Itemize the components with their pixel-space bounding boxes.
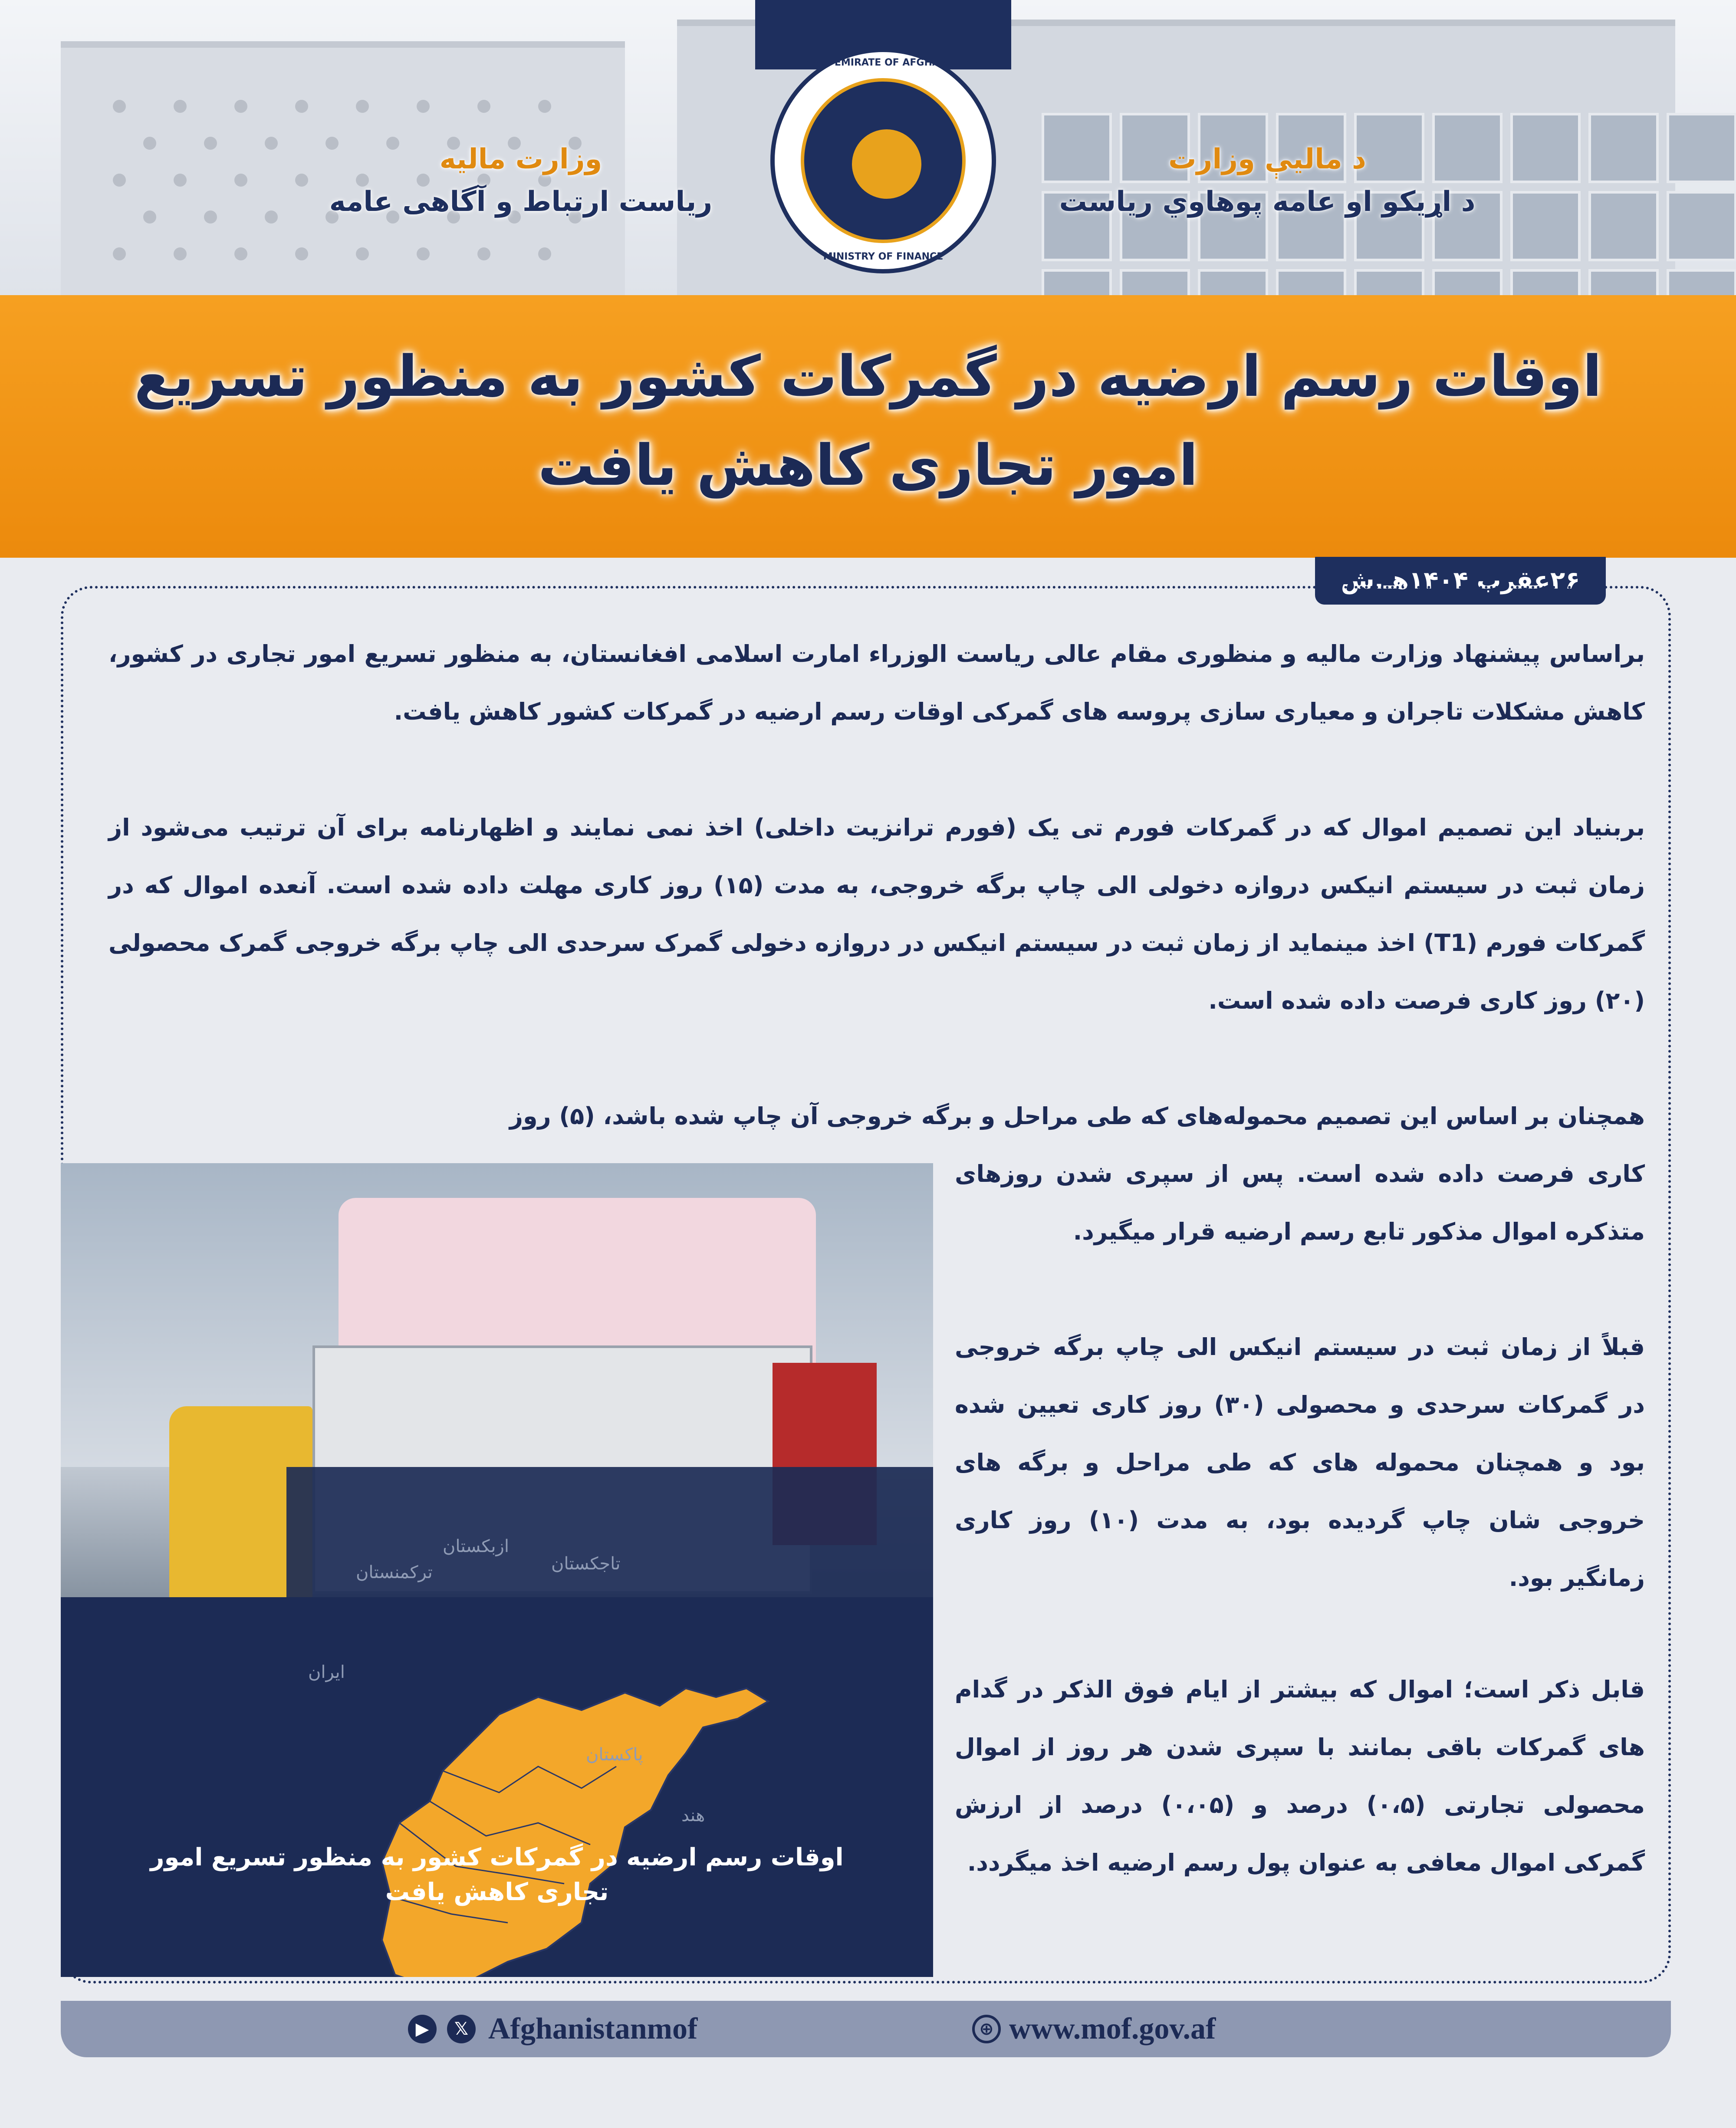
- org-left-line2: ریاست ارتباط و آگاهی عامه: [329, 186, 713, 218]
- building-window: [1276, 269, 1346, 295]
- social-handle[interactable]: Afghanistanmof: [488, 2012, 698, 2046]
- date-tag: ۲۶عقرب ۱۴۰۴هـ.ش: [1315, 557, 1606, 605]
- page-title: اوقات رسم ارضیه در گمرکات کشور به منظور تسریع امور تجاری کاهش یافت: [134, 343, 1602, 498]
- building-window: [1510, 113, 1581, 183]
- x-icon[interactable]: 𝕏: [447, 2015, 476, 2043]
- facade-hole: [174, 174, 187, 187]
- title-banner: [0, 295, 1736, 558]
- org-name-dari: [304, 143, 738, 218]
- building-window: [1667, 113, 1736, 183]
- org-left-line1: وزارت مالیه: [439, 143, 602, 175]
- news-image: [61, 1163, 933, 1977]
- org-right-line2: د اړیکو او عامه پوهاوي ریاست: [1059, 186, 1476, 218]
- facade-hole: [265, 210, 278, 224]
- map-label-iran: ایران: [308, 1662, 345, 1682]
- building-window: [1432, 269, 1503, 295]
- facade-hole: [234, 100, 247, 113]
- footer: [61, 2001, 1671, 2057]
- facade-hole: [538, 100, 551, 113]
- building-window: [1588, 113, 1659, 183]
- facade-hole: [295, 100, 308, 113]
- paragraph-intro: براساس پیشنهاد وزارت مالیه و منظوری مقام عالی ریاست الوزراء امارت اسلامی افغانستان، به منظور تسریع امور تجاری در کشور، کاهش مشکلات تاجران و معیاری سازی پروسه های گمرکی اوقات رسم ارضیه در گمرکات کشور کاهش یافت.: [108, 640, 1645, 725]
- youtube-icon[interactable]: ▶: [408, 2015, 437, 2043]
- map-panel-top: [286, 1467, 933, 1615]
- facade-hole: [265, 137, 278, 150]
- paragraph-penalty: قابل ذکر است؛ اموال که بیشتر از ایام فوق الذکر در گدام های گمرکات باقی بمانند با سپری شدن هر روز از اموال محصولی تجارتی (۰،۵) درصد و (۰،۰۵) درصد از ارزش گمرکی اموال معافی به عنوان پول رسم ارضیه اخذ میگردد.: [955, 1676, 1645, 1876]
- facade-hole: [356, 100, 369, 113]
- afghanistan-map-icon: [356, 1680, 790, 1977]
- website-link[interactable]: www.mof.gov.af: [1009, 2012, 1216, 2046]
- map-label-uzbekistan: ازبکستان: [443, 1536, 509, 1556]
- facade-hole: [143, 137, 156, 150]
- facade-hole: [113, 174, 126, 187]
- paragraph-previous-rules: قبلاً از زمان ثبت در سیستم انیکس الی چاپ برگه خروجی در گمرکات سرحدی و محصولی (۳۰) روز کاری تعیین شده بود و همچنان محموله های که طی مراحل و برگه های خروجی شان چاپ گردیده بود، به مدت (۱۰) روز کاری زمانگیر بود.: [955, 1333, 1645, 1592]
- building-window: [1667, 269, 1736, 295]
- building-window: [1198, 269, 1268, 295]
- facade-hole: [204, 137, 217, 150]
- facade-hole: [204, 210, 217, 224]
- map-label-turkmenistan: ترکمنستان: [356, 1562, 433, 1582]
- facade-hole: [174, 100, 187, 113]
- building-window: [1588, 269, 1659, 295]
- facade-hole: [477, 100, 490, 113]
- org-right-line1: د مالیې وزارت: [1168, 143, 1366, 175]
- facade-hole: [295, 247, 308, 260]
- facade-hole: [477, 247, 490, 260]
- facade-hole: [174, 247, 187, 260]
- building-window: [1588, 191, 1659, 261]
- facade-hole: [417, 100, 430, 113]
- facade-hole: [417, 247, 430, 260]
- paragraph-decision: بربنیاد این تصمیم اموال که در گمرکات فورم تی یک (فورم ترانزیت داخلی) اخذ نمی نمایند و اظهارنامه برای آن ترتیب می‌شود از زمان ثبت در سیستم انیکس دروازه دخولی الی چاپ برگه خروجی، به مدت (۱۵) روز کاری مهلت داده شده است. آنعده اموال که در گمرکات فورم (T1) اخذ مینماید از زمان ثبت در سیستم انیکس در دروازه دخولی گمرک سرحدی الی چاپ برگه خروجی گمرک محصولی (۲۰) روز کاری فرصت داده شده است.: [108, 814, 1645, 1014]
- image-caption: اوقات رسم ارضیه در گمرکات کشور به منظور تسریع امور تجاری کاهش یافت: [150, 1843, 844, 1906]
- facade-hole: [113, 100, 126, 113]
- facade-hole: [356, 247, 369, 260]
- map-label-india: هند: [681, 1806, 705, 1825]
- building-window: [1354, 269, 1424, 295]
- building-window: [1510, 191, 1581, 261]
- seal-ring: [801, 78, 966, 243]
- org-name-pashto: [1050, 143, 1484, 218]
- building-window: [1120, 269, 1190, 295]
- seal-top-text: ISLAMIC EMIRATE OF AFGHANISTAN: [787, 57, 980, 68]
- facade-hole: [538, 247, 551, 260]
- paragraph-consignments: همچنان بر اساس این تصمیم محموله‌های که طی مراحل و برگه خروجی آن چاپ شده باشد، (۵) روز: [509, 1102, 1645, 1130]
- header: [0, 0, 1736, 295]
- facade-hole: [234, 174, 247, 187]
- building-window: [1510, 269, 1581, 295]
- facade-hole: [234, 247, 247, 260]
- facade-hole: [143, 210, 156, 224]
- seal-bottom-text: MINISTRY OF FINANCE: [823, 251, 944, 262]
- map-label-tajikistan: تاجکستان: [551, 1554, 621, 1574]
- ministry-seal-logo: [770, 48, 996, 273]
- building-window: [1042, 269, 1112, 295]
- building-window: [1667, 191, 1736, 261]
- map-label-pakistan: پاکستان: [586, 1745, 643, 1765]
- globe-icon[interactable]: ⊕: [972, 2015, 1001, 2043]
- facade-hole: [113, 247, 126, 260]
- seal-coins-icon: [852, 129, 921, 199]
- paragraph-consignments-cont: کاری فرصت داده شده است. پس از سپری شدن روزهای متذکره اموال مذکور تابع رسم ارضیه قرار میگیرد.: [955, 1160, 1645, 1245]
